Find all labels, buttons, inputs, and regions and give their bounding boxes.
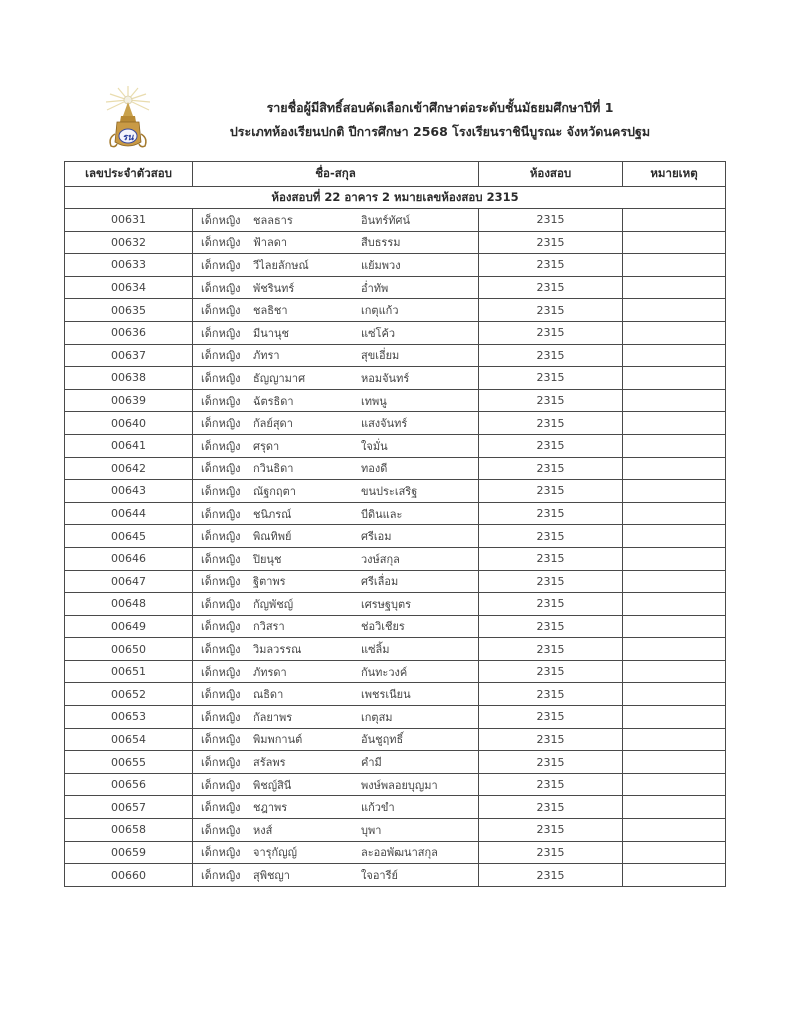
name-prefix: เด็กหญิง: [201, 236, 241, 250]
document-title: [180, 96, 700, 144]
remarks-cell: [623, 457, 726, 480]
exam-id-cell: 00652: [65, 683, 193, 706]
last-name: ใจมั่น: [361, 439, 388, 453]
first-name: กวินธิดา: [253, 462, 294, 476]
table-row: [65, 660, 726, 683]
remarks-cell: [623, 344, 726, 367]
exam-room-cell: 2315: [479, 434, 623, 457]
exam-id-cell: 00640: [65, 412, 193, 435]
exam-id-cell: 00637: [65, 344, 193, 367]
exam-id-cell: 00644: [65, 502, 193, 525]
full-name-cell: [193, 299, 479, 322]
first-name: พิมพกานต์: [253, 733, 303, 747]
table-row: [65, 434, 726, 457]
title-line-1: รายชื่อผู้มีสิทธิ์สอบคัดเลือกเข้าศึกษาต่อระดับชั้นมัธยมศึกษาปีที่ 1: [266, 100, 614, 115]
first-name: กัญพัชญ์: [253, 597, 294, 611]
name-prefix: เด็กหญิง: [201, 394, 241, 408]
full-name-cell: [193, 547, 479, 570]
last-name: แสงจันทร์: [361, 417, 408, 431]
exam-id-cell: 00641: [65, 434, 193, 457]
exam-room-cell: 2315: [479, 389, 623, 412]
table-row: [65, 412, 726, 435]
remarks-cell: [623, 547, 726, 570]
table-row: [65, 638, 726, 661]
column-header-remarks: หมายเหตุ: [623, 162, 726, 187]
exam-room-cell: 2315: [479, 593, 623, 616]
first-name: ณธิดา: [253, 688, 284, 702]
remarks-cell: [623, 593, 726, 616]
first-name: มีนานุช: [253, 326, 289, 340]
first-name: วิมลวรรณ: [253, 643, 302, 657]
table-row: [65, 593, 726, 616]
full-name-cell: [193, 276, 479, 299]
remarks-cell: [623, 412, 726, 435]
first-name: ฐิตาพร: [253, 575, 286, 589]
exam-room-cell: 2315: [479, 321, 623, 344]
name-prefix: เด็กหญิง: [201, 801, 241, 815]
title-line-2: ประเภทห้องเรียนปกติ ปีการศึกษา 2568 โรงเรียนราชินีบูรณะ จังหวัดนครปฐม: [229, 124, 651, 139]
last-name: เกตุสม: [361, 710, 393, 724]
remarks-cell: [623, 683, 726, 706]
first-name: ภัทรา: [253, 349, 280, 363]
full-name-cell: [193, 434, 479, 457]
name-prefix: เด็กหญิง: [201, 688, 241, 702]
last-name: แซ่โค้ว: [361, 326, 395, 340]
exam-id-cell: 00657: [65, 796, 193, 819]
full-name-cell: [193, 819, 479, 842]
last-name: เกตุแก้ว: [361, 304, 399, 318]
table-row: [65, 525, 726, 548]
name-prefix: เด็กหญิง: [201, 281, 241, 295]
exam-room-cell: 2315: [479, 615, 623, 638]
remarks-cell: [623, 773, 726, 796]
table-row: [65, 480, 726, 503]
first-name: ชลธิชา: [253, 304, 288, 318]
full-name-cell: [193, 751, 479, 774]
table-row: [65, 344, 726, 367]
name-prefix: เด็กหญิง: [201, 597, 241, 611]
first-name: ชนิภรณ์: [253, 507, 292, 521]
last-name: เศรษฐบุตร: [361, 597, 412, 611]
remarks-cell: [623, 819, 726, 842]
table-row: [65, 254, 726, 277]
full-name-cell: [193, 864, 479, 887]
last-name: กันทะวงค์: [361, 665, 408, 679]
first-name: กวิสรา: [253, 620, 285, 634]
exam-id-cell: 00658: [65, 819, 193, 842]
full-name-cell: [193, 593, 479, 616]
exam-room-cell: 2315: [479, 367, 623, 390]
remarks-cell: [623, 231, 726, 254]
full-name-cell: [193, 773, 479, 796]
exam-room-cell: 2315: [479, 751, 623, 774]
exam-id-cell: 00649: [65, 615, 193, 638]
exam-id-cell: 00659: [65, 841, 193, 864]
exam-room-cell: 2315: [479, 773, 623, 796]
first-name: หงส์: [253, 823, 273, 837]
remarks-cell: [623, 751, 726, 774]
full-name-cell: [193, 525, 479, 548]
exam-room-cell: 2315: [479, 638, 623, 661]
exam-id-cell: 00650: [65, 638, 193, 661]
exam-room-cell: 2315: [479, 412, 623, 435]
full-name-cell: [193, 389, 479, 412]
exam-room-cell: 2315: [479, 547, 623, 570]
name-prefix: เด็กหญิง: [201, 733, 241, 747]
full-name-cell: [193, 480, 479, 503]
first-name: ภัทรดา: [253, 665, 287, 679]
table-row: [65, 276, 726, 299]
column-header-full-name: ชื่อ-สกุล: [193, 162, 479, 187]
exam-id-cell: 00638: [65, 367, 193, 390]
name-prefix: เด็กหญิง: [201, 507, 241, 521]
remarks-cell: [623, 706, 726, 729]
name-prefix: เด็กหญิง: [201, 643, 241, 657]
remarks-cell: [623, 728, 726, 751]
last-name: แย้มพวง: [361, 258, 401, 272]
full-name-cell: [193, 457, 479, 480]
last-name: ศรีเลื่อม: [361, 575, 399, 589]
table-header-row: [65, 162, 726, 187]
full-name-cell: [193, 796, 479, 819]
remarks-cell: [623, 638, 726, 661]
last-name: ช่อวิเชียร: [361, 620, 405, 634]
exam-id-cell: 00646: [65, 547, 193, 570]
exam-id-cell: 00636: [65, 321, 193, 344]
remarks-cell: [623, 502, 726, 525]
exam-id-cell: 00635: [65, 299, 193, 322]
exam-room-cell: 2315: [479, 231, 623, 254]
first-name: สุพิชญา: [253, 869, 290, 883]
name-prefix: เด็กหญิง: [201, 756, 241, 770]
name-prefix: เด็กหญิง: [201, 258, 241, 272]
full-name-cell: [193, 841, 479, 864]
table-row: [65, 367, 726, 390]
table-row: [65, 547, 726, 570]
last-name: วงษ์สกุล: [361, 552, 400, 566]
remarks-cell: [623, 367, 726, 390]
full-name-cell: [193, 638, 479, 661]
exam-room-cell: 2315: [479, 660, 623, 683]
remarks-cell: [623, 254, 726, 277]
table-row: [65, 570, 726, 593]
table-row: [65, 796, 726, 819]
table-row: [65, 841, 726, 864]
exam-id-cell: 00660: [65, 864, 193, 887]
full-name-cell: [193, 570, 479, 593]
exam-room-cell: 2315: [479, 841, 623, 864]
name-prefix: เด็กหญิง: [201, 530, 241, 544]
exam-room-cell: 2315: [479, 525, 623, 548]
column-header-exam-room: ห้องสอบ: [479, 162, 623, 187]
remarks-cell: [623, 480, 726, 503]
first-name: พิณทิพย์: [253, 530, 292, 544]
exam-room-cell: 2315: [479, 254, 623, 277]
first-name: ฟ้าลดา: [253, 236, 288, 250]
first-name: ชลลธาร: [253, 213, 293, 227]
remarks-cell: [623, 615, 726, 638]
first-name: ปิยนุช: [253, 552, 282, 566]
last-name: ใจอารีย์: [361, 869, 398, 883]
exam-id-cell: 00655: [65, 751, 193, 774]
name-prefix: เด็กหญิง: [201, 823, 241, 837]
full-name-cell: [193, 502, 479, 525]
last-name: หอมจันทร์: [361, 371, 410, 385]
exam-id-cell: 00647: [65, 570, 193, 593]
table-row: [65, 773, 726, 796]
full-name-cell: [193, 706, 479, 729]
exam-id-cell: 00633: [65, 254, 193, 277]
first-name: ฉัตรธิดา: [253, 394, 294, 408]
table-row: [65, 299, 726, 322]
column-header-exam-id: เลขประจำตัวสอบ: [65, 162, 193, 187]
name-prefix: เด็กหญิง: [201, 710, 241, 724]
last-name: บุพา: [361, 823, 382, 837]
last-name: ทองดี: [361, 462, 388, 476]
table-row: [65, 683, 726, 706]
exam-id-cell: 00653: [65, 706, 193, 729]
first-name: ชฎาพร: [253, 801, 288, 815]
exam-id-cell: 00631: [65, 209, 193, 232]
last-name: อ่ำทัพ: [361, 281, 389, 295]
exam-room-cell: 2315: [479, 819, 623, 842]
exam-room-cell: 2315: [479, 502, 623, 525]
table-row: [65, 706, 726, 729]
full-name-cell: [193, 231, 479, 254]
exam-id-cell: 00645: [65, 525, 193, 548]
name-prefix: เด็กหญิง: [201, 439, 241, 453]
name-prefix: เด็กหญิง: [201, 552, 241, 566]
exam-room-cell: 2315: [479, 706, 623, 729]
exam-room-cell: 2315: [479, 457, 623, 480]
table-row: [65, 231, 726, 254]
remarks-cell: [623, 389, 726, 412]
section-header-row: [65, 187, 726, 209]
name-prefix: เด็กหญิง: [201, 462, 241, 476]
first-name: พัชรินทร์: [253, 281, 295, 295]
last-name: ละออพัฒนาสกุล: [361, 846, 438, 860]
last-name: อินทร์ทัศน์: [361, 213, 411, 227]
table-row: [65, 819, 726, 842]
name-prefix: เด็กหญิง: [201, 484, 241, 498]
first-name: วีไลยลักษณ์: [253, 258, 309, 272]
full-name-cell: [193, 728, 479, 751]
table-row: [65, 209, 726, 232]
name-prefix: เด็กหญิง: [201, 575, 241, 589]
last-name: ขนประเสริฐ: [361, 484, 418, 498]
exam-room-cell: 2315: [479, 480, 623, 503]
last-name: แซ่ลิ้ม: [361, 643, 390, 657]
first-name: ธัญญามาศ: [253, 371, 306, 385]
candidate-roster-table: [64, 161, 726, 887]
full-name-cell: [193, 209, 479, 232]
exam-room-cell: 2315: [479, 683, 623, 706]
remarks-cell: [623, 841, 726, 864]
school-crest-icon: [103, 86, 153, 156]
page-header: [0, 86, 791, 156]
exam-id-cell: 00651: [65, 660, 193, 683]
first-name: ณัฐกฤตา: [253, 484, 296, 498]
remarks-cell: [623, 570, 726, 593]
remarks-cell: [623, 796, 726, 819]
last-name: เพชรเนียน: [361, 688, 411, 702]
first-name: กัลยาพร: [253, 710, 293, 724]
last-name: เทพนู: [361, 394, 387, 408]
remarks-cell: [623, 525, 726, 548]
exam-room-cell: 2315: [479, 209, 623, 232]
exam-id-cell: 00642: [65, 457, 193, 480]
exam-id-cell: 00639: [65, 389, 193, 412]
full-name-cell: [193, 254, 479, 277]
exam-room-cell: 2315: [479, 344, 623, 367]
remarks-cell: [623, 864, 726, 887]
full-name-cell: [193, 321, 479, 344]
remarks-cell: [623, 209, 726, 232]
exam-room-cell: 2315: [479, 570, 623, 593]
exam-id-cell: 00654: [65, 728, 193, 751]
exam-room-cell: 2315: [479, 276, 623, 299]
exam-room-cell: 2315: [479, 728, 623, 751]
svg-text:รน: รน: [122, 133, 134, 143]
table-row: [65, 728, 726, 751]
remarks-cell: [623, 434, 726, 457]
exam-id-cell: 00634: [65, 276, 193, 299]
name-prefix: เด็กหญิง: [201, 213, 241, 227]
table-row: [65, 502, 726, 525]
exam-room-cell: 2315: [479, 864, 623, 887]
name-prefix: เด็กหญิง: [201, 304, 241, 318]
table-row: [65, 751, 726, 774]
exam-room-section-title: ห้องสอบที่ 22 อาคาร 2 หมายเลขห้องสอบ 2315: [65, 187, 726, 209]
table-row: [65, 864, 726, 887]
last-name: อันชูฤทธิ์: [361, 733, 404, 747]
name-prefix: เด็กหญิง: [201, 326, 241, 340]
name-prefix: เด็กหญิง: [201, 349, 241, 363]
full-name-cell: [193, 683, 479, 706]
first-name: สรัลพร: [253, 756, 286, 770]
table-row: [65, 321, 726, 344]
exam-id-cell: 00656: [65, 773, 193, 796]
full-name-cell: [193, 660, 479, 683]
name-prefix: เด็กหญิง: [201, 665, 241, 679]
full-name-cell: [193, 367, 479, 390]
first-name: ศรุดา: [253, 439, 280, 453]
first-name: จารุกัญญ์: [253, 846, 297, 860]
last-name: แก้วขำ: [361, 801, 395, 815]
first-name: พิชญ์สินี: [253, 778, 292, 792]
table-row: [65, 615, 726, 638]
name-prefix: เด็กหญิง: [201, 620, 241, 634]
table-row: [65, 389, 726, 412]
name-prefix: เด็กหญิง: [201, 846, 241, 860]
full-name-cell: [193, 344, 479, 367]
last-name: สุขเอี่ยม: [361, 349, 400, 363]
full-name-cell: [193, 615, 479, 638]
name-prefix: เด็กหญิง: [201, 371, 241, 385]
exam-id-cell: 00643: [65, 480, 193, 503]
first-name: กัลย์สุดา: [253, 417, 293, 431]
remarks-cell: [623, 660, 726, 683]
last-name: สืบธรรม: [361, 236, 401, 250]
exam-id-cell: 00632: [65, 231, 193, 254]
last-name: คำมี: [361, 756, 382, 770]
remarks-cell: [623, 299, 726, 322]
name-prefix: เด็กหญิง: [201, 778, 241, 792]
name-prefix: เด็กหญิง: [201, 869, 241, 883]
exam-room-cell: 2315: [479, 299, 623, 322]
exam-id-cell: 00648: [65, 593, 193, 616]
last-name: ศรีเอม: [361, 530, 392, 544]
exam-room-cell: 2315: [479, 796, 623, 819]
remarks-cell: [623, 276, 726, 299]
name-prefix: เด็กหญิง: [201, 417, 241, 431]
last-name: บีดินและ: [361, 507, 403, 521]
full-name-cell: [193, 412, 479, 435]
last-name: พงษ์พลอยบุญมา: [361, 778, 438, 792]
remarks-cell: [623, 321, 726, 344]
table-row: [65, 457, 726, 480]
